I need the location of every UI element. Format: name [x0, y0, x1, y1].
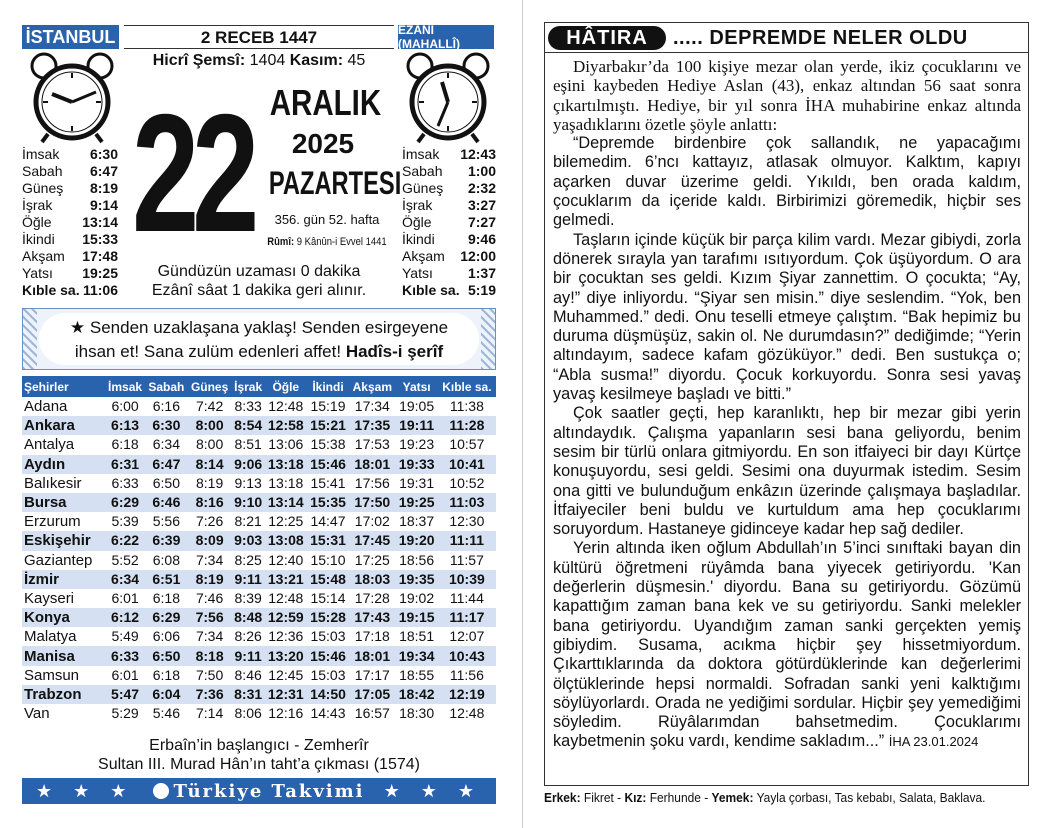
footer-notes [22, 736, 496, 774]
time-cell: 18:30 [399, 705, 435, 722]
time-cell: 15:46 [310, 647, 346, 664]
city-name: Van [24, 705, 50, 723]
time-cell: 6:04 [152, 685, 181, 702]
table-row [22, 531, 496, 550]
story-frame [544, 22, 1029, 786]
table-row [22, 435, 496, 454]
time-row: Güneş 8:19 [22, 180, 118, 196]
time-cell: 6:46 [152, 494, 181, 511]
time-row: İmsak 6:30 [22, 146, 118, 162]
time-row: Sabah 1:00 [402, 163, 496, 179]
menu-yemek-label: Yemek: [711, 790, 754, 805]
time-row: Sabah 6:47 [22, 163, 118, 179]
menu-line: Erkek: Fikret - Kız: Ferhunde - Yemek: Yayla çorbası, Tas kebabı, Salata, Baklava. [544, 790, 986, 805]
time-cell: 7:56 [195, 609, 224, 626]
time-cell: 8:54 [234, 417, 263, 434]
time-cell: 19:05 [399, 398, 435, 415]
time-cell: 14:47 [310, 513, 346, 530]
time-cell: 7:26 [195, 513, 224, 530]
time-cell: 10:57 [449, 436, 485, 453]
time-cell: 11:57 [449, 551, 484, 568]
time-cell: 8:39 [234, 589, 262, 606]
column-header: Akşam [352, 379, 392, 394]
time-cell: 15:41 [310, 474, 346, 491]
story-body [553, 57, 1021, 752]
time-cell: 12:40 [268, 551, 304, 568]
year: 2025 [291, 128, 355, 159]
hadis-source: Hadîs-i şerîf [345, 342, 444, 361]
menu-erkek: Fikret [583, 790, 614, 805]
time-cell: 5:49 [111, 628, 139, 645]
time-cell: 17:56 [354, 474, 390, 491]
time-cell: 19:02 [399, 589, 435, 606]
time-cell: 8:14 [195, 455, 224, 472]
time-cell: 9:11 [234, 570, 262, 587]
time-cell: 18:51 [399, 628, 435, 645]
hijri-date: 2 RECEB 1447 [124, 25, 394, 49]
time-cell: 8:25 [234, 551, 262, 568]
footer-note-1: Erbaîn’in başlangıcı - Zemherîr [149, 737, 369, 754]
time-cell: 8:18 [195, 647, 224, 664]
time-cell: 17:53 [354, 436, 390, 453]
time-cell: 6:18 [152, 589, 180, 606]
table-row [22, 416, 496, 435]
time-cell: 6:47 [152, 455, 181, 472]
time-cell: 17:43 [354, 609, 391, 626]
time-cell: 15:03 [310, 666, 346, 683]
time-cell: 6:22 [111, 532, 140, 549]
note-ezani: Ezânî sâat 1 dakika geri alınır. [151, 282, 367, 299]
time-cell: 5:52 [111, 551, 139, 568]
day-notes [124, 262, 394, 300]
column-header: Yatsı [402, 379, 431, 394]
kasim-value: 45 [347, 52, 366, 69]
time-cell: 19:15 [398, 609, 435, 626]
menu-kiz-label: Kız: [624, 790, 647, 805]
time-row: Yatsı 19:25 [22, 265, 118, 281]
time-cell: 6:29 [111, 494, 140, 511]
time-cell: 6:12 [111, 609, 140, 626]
time-cell: 8:21 [234, 513, 262, 530]
time-row: İkindi 9:46 [402, 231, 496, 247]
time-cell: 8:26 [234, 628, 262, 645]
menu-kiz: Ferhunde [649, 790, 701, 805]
time-cell: 6:13 [111, 417, 140, 434]
time-cell: 16:57 [354, 705, 390, 722]
table-row [22, 608, 496, 627]
brand-name: Türkiye Takvimi [153, 781, 364, 802]
time-cell: 17:35 [354, 417, 391, 434]
memoir-page [528, 0, 1045, 828]
column-header: İşrak [234, 379, 263, 394]
day-number: 22 [132, 79, 253, 267]
time-cell: 13:08 [267, 532, 304, 549]
city-name: Malatya [24, 628, 77, 646]
time-cell: 5:47 [111, 685, 140, 702]
time-cell: 6:31 [111, 455, 140, 472]
table-row [22, 646, 496, 665]
ornament-pattern [481, 309, 495, 369]
time-cell: 6:34 [111, 570, 140, 587]
time-cell: 12:31 [267, 685, 304, 702]
time-cell: 8:31 [234, 685, 263, 702]
time-cell: 15:14 [310, 589, 346, 606]
time-row: Güneş 2:32 [402, 180, 496, 196]
time-cell: 17:45 [354, 532, 391, 549]
time-cell: 18:56 [399, 551, 435, 568]
time-cell: 5:56 [152, 513, 180, 530]
column-header: Şehirler [24, 379, 69, 394]
time-cell: 7:46 [195, 589, 224, 606]
kible-row: Kıble sa. 5:19 [402, 282, 496, 298]
rumi-value: 9 Kânûn-i Evvel 1441 [296, 236, 387, 248]
city-name: Antalya [24, 436, 75, 454]
time-cell: 17:50 [354, 494, 391, 511]
time-row: Öğle 13:14 [22, 214, 118, 230]
time-cell: 19:34 [398, 647, 435, 664]
time-cell: 15:48 [310, 570, 346, 587]
table-body [22, 397, 496, 723]
time-row: İşrak 9:14 [22, 197, 118, 213]
time-cell: 13:20 [267, 647, 304, 664]
time-cell: 6:18 [111, 436, 139, 453]
story-title: ..... DEPREMDE NELER OLDU [673, 27, 968, 49]
time-cell: 13:06 [268, 436, 304, 453]
city-name: Eskişehir [24, 532, 91, 550]
rumi-date [266, 236, 388, 248]
time-cell: 10:52 [449, 474, 485, 491]
city-name: Balıkesir [24, 474, 82, 492]
table-row [22, 474, 496, 493]
city-times-table [22, 376, 496, 723]
hadis-text: ★ Senden uzaklaşana yaklaş! Senden esirgeyene ihsan et! Sana zulüm edenleri affet! Hadîs-i şerîf [39, 313, 479, 365]
time-cell: 8:46 [234, 666, 262, 683]
time-cell: 17:05 [354, 685, 391, 702]
time-row: İmsak 12:43 [402, 146, 496, 162]
time-cell: 6:51 [152, 570, 181, 587]
time-cell: 6:34 [152, 436, 180, 453]
time-cell: 18:03 [354, 570, 391, 587]
prayer-times-right [402, 146, 496, 299]
table-row [22, 666, 496, 685]
hijri-sems-value: 1404 [249, 52, 286, 69]
time-cell: 15:03 [310, 628, 346, 645]
story-paragraph: “Depremde birdenbire çok sallandık, ne yapacağımı bilemedim. 6’ncı kattayız, atlasak olmuyor. Kalktım, kapıyı açarken duvar üzerime geldi. Yıkıldı, ben orada kaldım, çocuklarım da içeride kaldı. Birbirimizi göremedik, hiçbir ses gelmedi. [553, 134, 1021, 230]
time-cell: 13:21 [267, 570, 304, 587]
time-cell: 19:20 [398, 532, 435, 549]
table-row [22, 685, 496, 704]
column-header: Öğle [272, 379, 300, 394]
time-cell: 8:00 [195, 417, 224, 434]
time-cell: 12:36 [268, 628, 304, 645]
time-cell: 18:42 [398, 685, 435, 702]
table-row [22, 589, 496, 608]
time-cell: 19:31 [399, 474, 435, 491]
time-cell: 15:19 [310, 398, 346, 415]
story-header [545, 23, 1028, 53]
time-cell: 12:48 [268, 589, 304, 606]
time-cell: 6:16 [152, 398, 180, 415]
time-cell: 12:25 [268, 513, 304, 530]
time-cell: 15:35 [310, 494, 346, 511]
time-cell: 19:23 [399, 436, 435, 453]
time-cell: 15:21 [310, 417, 346, 434]
hadis-box [22, 308, 496, 370]
time-cell: 12:30 [449, 513, 485, 530]
time-cell: 12:19 [448, 685, 485, 702]
city-name: Manisa [24, 647, 75, 665]
time-cell: 6:33 [111, 647, 140, 664]
ornament-pattern [23, 309, 37, 369]
column-header: Sabah [148, 379, 185, 394]
time-cell: 5:46 [152, 705, 180, 722]
city-name: Samsun [24, 666, 80, 684]
menu-yemek: Yayla çorbası, Tas kebabı, Salata, Baklava. [756, 790, 986, 805]
time-row: Öğle 7:27 [402, 214, 496, 230]
time-cell: 11:17 [449, 609, 485, 626]
time-cell: 8:16 [195, 494, 224, 511]
time-cell: 6:50 [152, 474, 180, 491]
time-cell: 6:29 [152, 609, 181, 626]
time-cell: 10:39 [448, 570, 485, 587]
time-cell: 17:02 [354, 513, 390, 530]
time-cell: 19:11 [399, 417, 435, 434]
time-cell: 18:01 [354, 455, 391, 472]
city-name: Kayseri [24, 589, 75, 607]
time-cell: 6:00 [111, 398, 139, 415]
city-name: Trabzon [24, 685, 82, 703]
time-cell: 9:06 [234, 455, 263, 472]
time-cell: 8:33 [234, 398, 262, 415]
time-cell: 9:10 [234, 494, 263, 511]
time-cell: 11:11 [449, 532, 484, 549]
column-header: Kıble sa. [442, 379, 492, 394]
table-row [22, 397, 496, 416]
brand-bar [22, 778, 496, 804]
ezani-label: EZÂNÎ (MAHALLÎ) [398, 25, 494, 49]
footer-note-2: Sultan III. Murad Hân’ın taht’a çıkması (1574) [98, 756, 420, 773]
column-header: İkindi [312, 379, 344, 394]
time-cell: 8:48 [234, 609, 263, 626]
time-row: Akşam 17:48 [22, 248, 118, 264]
city-name: İzmir [24, 570, 60, 588]
time-cell: 13:18 [268, 474, 304, 491]
table-row [22, 512, 496, 531]
city-label: İSTANBUL [22, 25, 119, 49]
time-cell: 18:01 [354, 647, 391, 664]
time-cell: 6:01 [111, 589, 139, 606]
table-row [22, 627, 496, 646]
story-paragraph: Yerin altında iken oğlum Abdullah’ın 5’inci sınıftaki bayan din kültürü öğretmeni rüyâmda bana yiyecek getiriyordu. 'Kan değerlerin düşmesin.' diyordu. Bana su getiriyordu. Gözümü kapattığım zaman bana kek ve su getiriyordu. Sanki melekler bana getiriyordu. Uyandığım zaman sanki gerçekten yemiş gibiydim. Susama, acıkma hiçbir şey hissetmiyordum. Çıkarttıklarında da doktora götürdüklerinde kan değerlerimi ölçtüklerinde hepsi normaldi. Sofradan sanki yeni kalktığımı söylüyorlardı. Orada ne yediğimi sordular. Hiçbir şey yemediğimi söyledim. Rüyâlarımdan bahsetmedim. Çocuklarımı kaybetmenin şoku vardı, kendime sakladım...” İHA 23.01.2024 [553, 539, 1021, 751]
story-paragraph: Diyarbakır’da 100 kişiye mezar olan yerde, ikiz çocuklarını ve eşini kaybeden Hediye Aslan (43), enkaz altından 56 saat sonra çıkartılmıştı. Hediye, bir yıl sonra İHA muhabirine enkaz altında yaşadıklarını özetle şöyle anlattı: [553, 57, 1021, 134]
time-cell: 6:39 [152, 532, 181, 549]
time-cell: 15:10 [310, 551, 346, 568]
time-cell: 9:03 [234, 532, 263, 549]
time-cell: 12:48 [449, 705, 485, 722]
kible-row: Kıble sa. 11:06 [22, 282, 118, 298]
time-cell: 8:06 [234, 705, 262, 722]
time-cell: 19:25 [398, 494, 435, 511]
time-cell: 6:06 [152, 628, 180, 645]
time-cell: 18:55 [399, 666, 435, 683]
table-header [22, 376, 496, 397]
time-cell: 15:31 [310, 532, 346, 549]
time-cell: 6:08 [152, 551, 180, 568]
time-cell: 14:50 [310, 685, 346, 702]
time-cell: 7:50 [195, 666, 224, 683]
time-cell: 7:42 [195, 398, 224, 415]
time-cell: 7:36 [195, 685, 224, 702]
hijri-sems-label: Hicrî Şemsî: [152, 52, 246, 69]
time-cell: 5:39 [111, 513, 139, 530]
time-cell: 14:43 [310, 705, 346, 722]
time-cell: 12:07 [449, 628, 485, 645]
calendar-page [0, 0, 520, 828]
clock-right-icon [398, 52, 498, 144]
time-cell: 12:16 [268, 705, 304, 722]
time-cell: 10:41 [448, 455, 485, 472]
time-row: Akşam 12:00 [402, 248, 496, 264]
hatira-badge: HÂTIRA [548, 26, 666, 50]
time-cell: 7:14 [195, 705, 224, 722]
time-cell: 6:01 [111, 666, 139, 683]
time-cell: 19:33 [398, 455, 435, 472]
time-row: Yatsı 1:37 [402, 265, 496, 281]
time-cell: 13:14 [267, 494, 304, 511]
city-name: Konya [24, 609, 70, 627]
kasim-label: Kasım: [289, 52, 344, 69]
time-cell: 15:28 [310, 609, 346, 626]
time-cell: 9:13 [234, 474, 262, 491]
clock-left-icon [22, 52, 122, 144]
time-cell: 17:28 [354, 589, 390, 606]
table-row [22, 704, 496, 723]
time-cell: 8:51 [234, 436, 262, 453]
time-row: İkindi 15:33 [22, 231, 118, 247]
time-cell: 13:18 [267, 455, 304, 472]
stars-left: ★ ★ ★ [36, 780, 135, 801]
time-cell: 15:38 [310, 436, 346, 453]
time-cell: 11:38 [449, 398, 484, 415]
time-cell: 15:46 [310, 455, 346, 472]
time-cell: 7:34 [195, 551, 224, 568]
time-cell: 10:43 [448, 647, 485, 664]
city-name: Adana [24, 398, 68, 416]
city-name: Erzurum [24, 513, 81, 531]
time-cell: 8:09 [195, 532, 224, 549]
month-name: ARALIK [269, 82, 382, 123]
time-cell: 6:18 [152, 666, 180, 683]
time-cell: 11:03 [449, 494, 485, 511]
page-divider [522, 0, 523, 828]
stars-right: ★ ★ ★ [383, 780, 482, 801]
time-cell: 6:33 [111, 474, 139, 491]
time-cell: 6:50 [152, 647, 181, 664]
table-row [22, 455, 496, 474]
time-cell: 17:18 [354, 628, 390, 645]
time-cell: 6:30 [152, 417, 181, 434]
time-cell: 8:19 [195, 474, 224, 491]
prayer-times-left [22, 146, 118, 299]
time-cell: 11:56 [449, 666, 484, 683]
time-cell: 8:19 [195, 570, 224, 587]
time-cell: 12:48 [268, 398, 304, 415]
time-cell: 11:44 [449, 589, 484, 606]
table-row [22, 493, 496, 512]
table-row [22, 551, 496, 570]
time-cell: 18:37 [399, 513, 435, 530]
time-cell: 11:28 [449, 417, 485, 434]
time-cell: 17:17 [354, 666, 390, 683]
menu-erkek-label: Erkek: [544, 790, 581, 805]
table-row [22, 570, 496, 589]
story-paragraph: Çok saatler geçti, hep karanlıktı, hep bir mezar gibi yerin altındaydık. Çalışma yapanların sesi bana geliyordu, benim sesim bir türlü onlara gitmiyordu. En son itfaiyeci bir dayı Kürtçe konuşuyordu, sesi geldi. Sesimi ona duyurmak istedim. Sesim ona gitti ve bulunduğum enkâzın üzerinde çalışmaya başladılar. İtfaiyeciler beni buldu ve kurtuldum ama hep çocuklarımı soruyordum. Hastaneye gidinceye kadar hep sağ dediler. [553, 404, 1021, 539]
time-cell: 17:34 [354, 398, 390, 415]
day-of-year: 356. gün 52. hafta [274, 212, 380, 227]
time-cell: 7:34 [195, 628, 224, 645]
time-cell: 17:25 [354, 551, 390, 568]
city-name: Ankara [24, 417, 75, 435]
time-cell: 9:11 [234, 647, 262, 664]
note-daylength: Gündüzün uzaması 0 dakika [157, 263, 361, 280]
city-name: Bursa [24, 494, 67, 512]
time-cell: 5:29 [111, 705, 139, 722]
time-cell: 12:45 [268, 666, 304, 683]
time-row: İşrak 3:27 [402, 197, 496, 213]
time-cell: 12:59 [267, 609, 304, 626]
city-name: Gaziantep [24, 551, 93, 569]
weekday: PAZARTESI [268, 165, 402, 201]
rumi-label: Rûmî: [267, 236, 295, 248]
story-paragraph: Taşların içinde küçük bir parça kilim vardı. Mezar gibiydi, zorla dönerek sırayla yan tarafımı ısıtıyordum. Çok üşüyordum. O ara bir çocuktan ses geldi. Kızım Şiyar zannettim. O çocukta; “Ay, ay!” diye inliyordu. “Şiyar sen misin.” diye seslendim. “Yok, ben Muhammed.” dedi. Onu teselli etmeye çalıştım. “Bak hepimiz bu duruma düşmüşüz, sakin ol. Ne durumdasın?” dediğimde; “Yerin altındayım, sadece kafam gözüküyor.” dedi. Ben sustukça o; “Abla susma!” diyordu. Çocuk korkuyordu. Sonra sesi yavaş yavaş kesilmeye başladı ve bitti.” [553, 230, 1021, 404]
time-cell: 19:35 [398, 570, 435, 587]
column-header: Güneş [190, 379, 229, 394]
time-cell: 8:00 [195, 436, 224, 453]
story-source: İHA 23.01.2024 [888, 734, 979, 750]
time-cell: 12:58 [267, 417, 304, 434]
column-header: İmsak [108, 379, 143, 394]
brand-logo-icon [153, 783, 169, 799]
city-name: Aydın [24, 455, 66, 473]
